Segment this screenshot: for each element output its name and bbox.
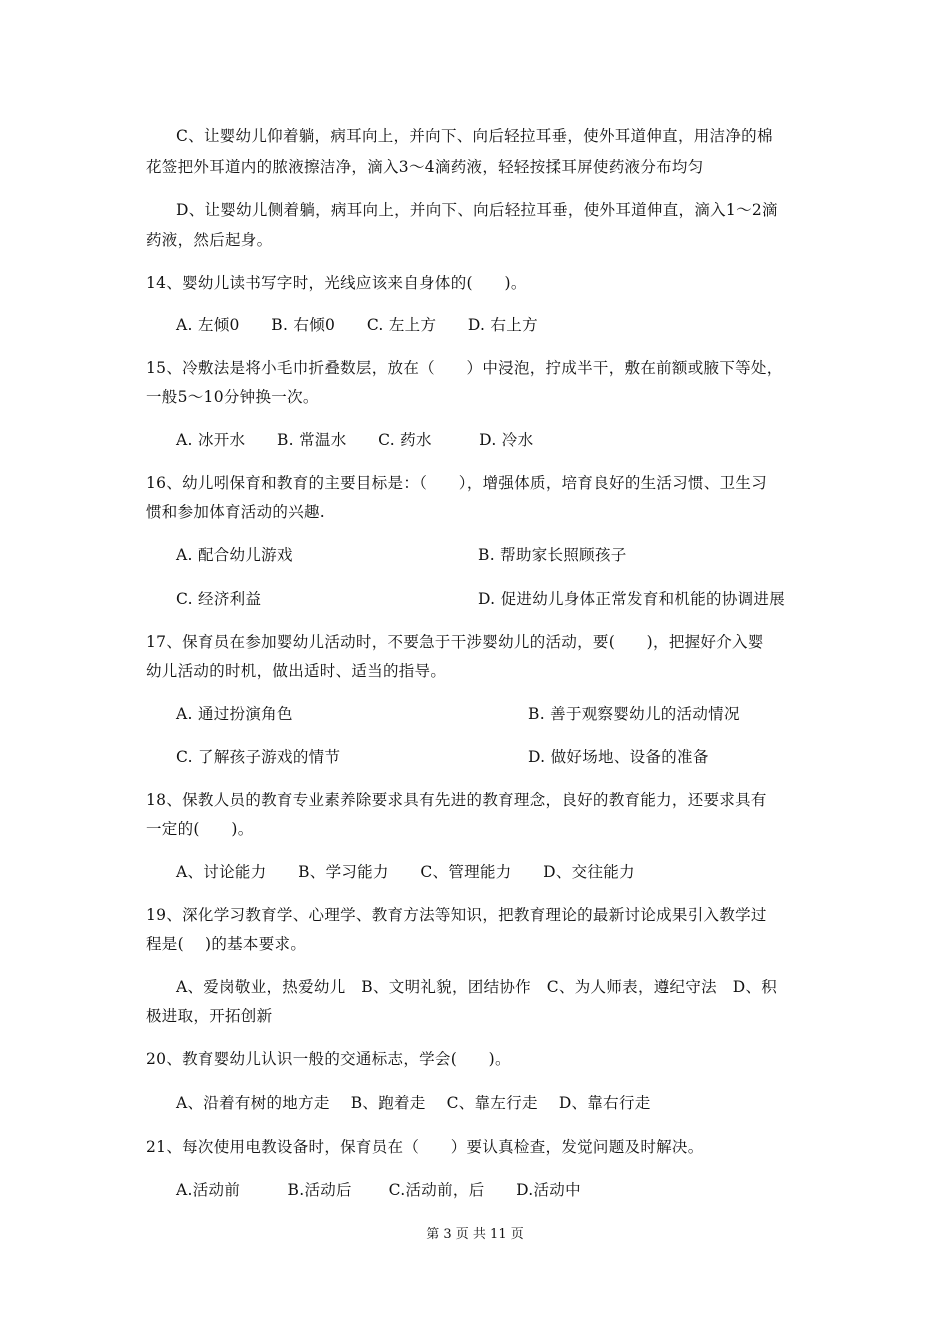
question-14: 14、婴幼儿读书写字时，光线应该来自身体的( )。	[146, 274, 527, 292]
question-15-options: A. 冰开水 B. 常温水 C. 药水 D. 冷水	[176, 431, 534, 449]
question-16-line-2: 惯和参加体育活动的兴趣.	[146, 503, 326, 521]
question-15-line-1: 15、冷敷法是将小毛巾折叠数层，放在（ ）中浸泡，拧成半干，敷在前额或腋下等处，	[146, 359, 783, 377]
question-20-options: A、沿着有树的地方走 B、跑着走 C、靠左行走 D、靠右行走	[176, 1094, 651, 1112]
question-17-option-d: D. 做好场地、设备的准备	[528, 748, 709, 766]
question-16-option-a: A. 配合幼儿游戏	[176, 546, 293, 564]
question-14-options: A. 左倾0 B. 右倾0 C. 左上方 D. 右上方	[176, 316, 538, 334]
question-17-line-1: 17、保育员在参加婴幼儿活动时，不要急于干涉婴幼儿的活动，要( )，把握好介入婴	[146, 633, 764, 651]
page-footer: 第 3 页 共 11 页	[426, 1227, 524, 1242]
question-16-line-1: 16、幼儿吲保育和教育的主要目标是：（ ），增强体质，培育良好的生活习惯、卫生习	[146, 474, 768, 492]
question-17-line-2: 幼儿活动的时机，做出适时、适当的指导。	[146, 662, 447, 680]
question-21-options: A.活动前 B.活动后 C.活动前，后 D.活动中	[176, 1181, 581, 1199]
option-d-line-2: 药液，然后起身。	[146, 231, 273, 249]
question-18-line-2: 一定的( )。	[146, 820, 254, 838]
question-18-line-1: 18、保教人员的教育专业素养除要求具有先进的教育理念，良好的教育能力，还要求具有	[146, 791, 767, 809]
question-19-line-2: 程是( )的基本要求。	[146, 935, 307, 953]
question-20: 20、教育婴幼儿认识一般的交通标志，学会( )。	[146, 1050, 511, 1068]
question-19-options-line-1: A、爱岗敬业，热爱幼儿 B、文明礼貌，团结协作 C、为人师表，遵纪守法 D、积	[176, 978, 778, 996]
question-17-option-a: A. 通过扮演角色	[176, 705, 293, 723]
question-21: 21、每次使用电教设备时，保育员在（ ）要认真检查，发觉问题及时解决。	[146, 1138, 704, 1156]
question-16-option-b: B. 帮助家长照顾孩子	[478, 546, 627, 564]
question-16-option-c: C. 经济利益	[176, 590, 262, 608]
question-19-options-line-2: 极进取，开拓创新	[146, 1007, 273, 1025]
option-d-line-1: D、让婴幼儿侧着躺，病耳向上，并向下、向后轻拉耳垂，使外耳道伸直，滴入1～2滴	[176, 201, 778, 219]
question-17-option-c: C. 了解孩子游戏的情节	[176, 748, 341, 766]
option-c-line-1: C、让婴幼儿仰着躺，病耳向上，并向下、向后轻拉耳垂，使外耳道伸直，用洁净的棉	[176, 127, 773, 145]
option-c-line-2: 花签把外耳道内的脓液擦洁净，滴入3～4滴药液，轻轻按揉耳屏使药液分布均匀	[146, 158, 704, 176]
question-19-line-1: 19、深化学习教育学、心理学、教育方法等知识，把教育理论的最新讨论成果引入教学过	[146, 906, 767, 924]
question-18-options: A、讨论能力 B、学习能力 C、管理能力 D、交往能力	[176, 863, 635, 881]
question-15-line-2: 一般5～10分钟换一次。	[146, 388, 319, 406]
question-16-option-d: D. 促进幼儿身体正常发育和机能的协调进展	[478, 590, 786, 608]
question-17-option-b: B. 善于观察婴幼儿的活动情况	[528, 705, 740, 723]
